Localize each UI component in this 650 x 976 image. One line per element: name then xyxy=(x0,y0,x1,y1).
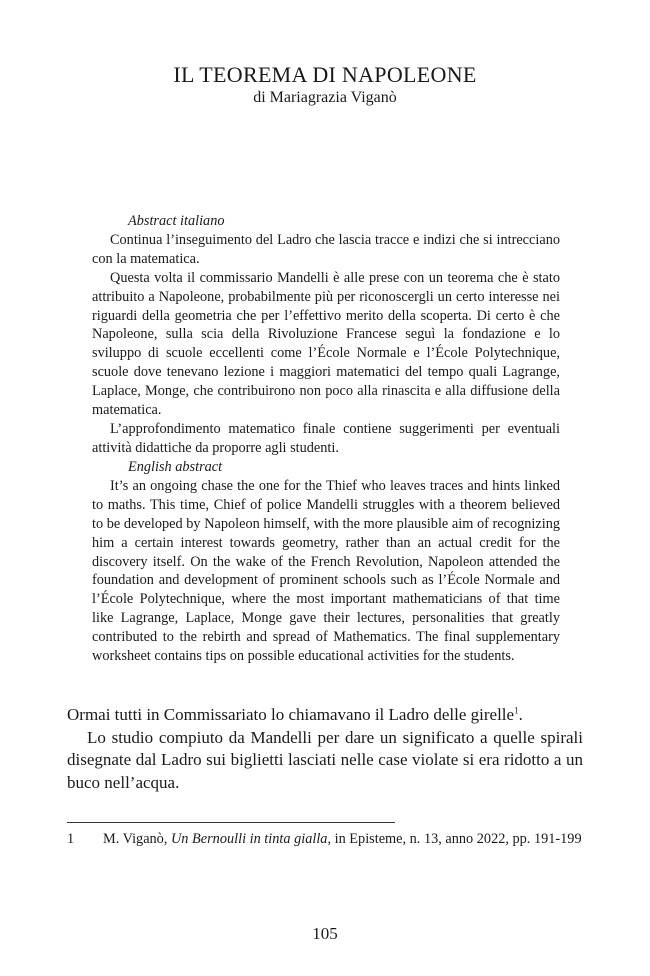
footnote-text-after: , in Episteme, n. 13, anno 2022, pp. 191-199 xyxy=(327,831,582,847)
footnote-divider xyxy=(67,822,395,823)
footnote-text xyxy=(103,830,583,849)
footnote-text-before: M. Viganò, xyxy=(103,831,171,847)
footnote-number: 1 xyxy=(67,831,75,847)
abstract-english xyxy=(92,458,560,666)
abstract-italian xyxy=(92,212,560,458)
article-title: IL TEOREMA DI NAPOLEONE xyxy=(173,62,477,87)
abstract-english-heading: English abstract xyxy=(128,459,223,475)
body-text xyxy=(67,704,583,794)
body-paragraph: Lo studio compiuto da Mandelli per dare un significato a quelle spirali disegnate dal Ladro sui biglietti lasciati nelle case violate si era ridotto a un buco nell’acqua. xyxy=(67,727,583,792)
page-number: 105 xyxy=(312,924,338,943)
abstract-italian-paragraph: L’approfondimento matematico finale contiene suggerimenti per eventuali attività didattiche da proporre agli studenti. xyxy=(92,420,560,456)
body-paragraph xyxy=(67,704,583,727)
abstract-english-paragraph: It’s an ongoing chase the one for the Thief who leaves traces and hints linked to maths. This time, Chief of police Mandelli struggles with a theorem believed to be developed by Napoleon himself, with the more plausible aim of recognizing him a certain interest towards geometry, rather than an actual credit for the discovery itself. On the wake of the French Revolution, Napoleon attended the foundation and development of prominent schools such as l’École Normale and l’École Polytechnique, where the most important mathematicians of that time like Lagrange, Laplace, Monge gave their lectures, personalities that greatly contributed to the rebirth and spread of Mathematics. The final supplementary worksheet contains tips on possible educational activities for the students. xyxy=(92,477,560,665)
footnote xyxy=(67,830,583,849)
abstract-italian-heading: Abstract italiano xyxy=(128,213,225,229)
footnote-reference[interactable]: 1 xyxy=(514,705,519,716)
body-paragraph-text: Ormai tutti in Commissariato lo chiamavano il Ladro delle girelle xyxy=(67,705,515,724)
title-block xyxy=(0,62,650,108)
body-paragraph-end: . xyxy=(518,705,523,724)
footnote-cited-title: Un Bernoulli in tinta gialla xyxy=(170,831,328,847)
article-author: di Mariagrazia Viganò xyxy=(253,89,397,106)
abstract-italian-paragraph: Continua l’inseguimento del Ladro che lascia tracce e indizi che si intrecciano con la matematica. xyxy=(92,231,560,267)
abstract-italian-paragraph: Questa volta il commissario Mandelli è alle prese con un teorema che è stato attribuito a Napoleone, probabilmente più per riconoscergli un certo interesse nei riguardi della geometria che per l’effettivo merito della scoperta. Di certo è che Napoleone, sulla scia della Rivoluzione Francese seguì la fondazione e lo sviluppo di scuole eccellenti come l’École Normale e l’École Polytechnique, scuole dove tenevano lezione i maggiori matematici del tempo quali Lagrange, Laplace, Monge, che contribuirono non poco alla rinascita e alla diffusione della matematica. xyxy=(92,269,560,419)
